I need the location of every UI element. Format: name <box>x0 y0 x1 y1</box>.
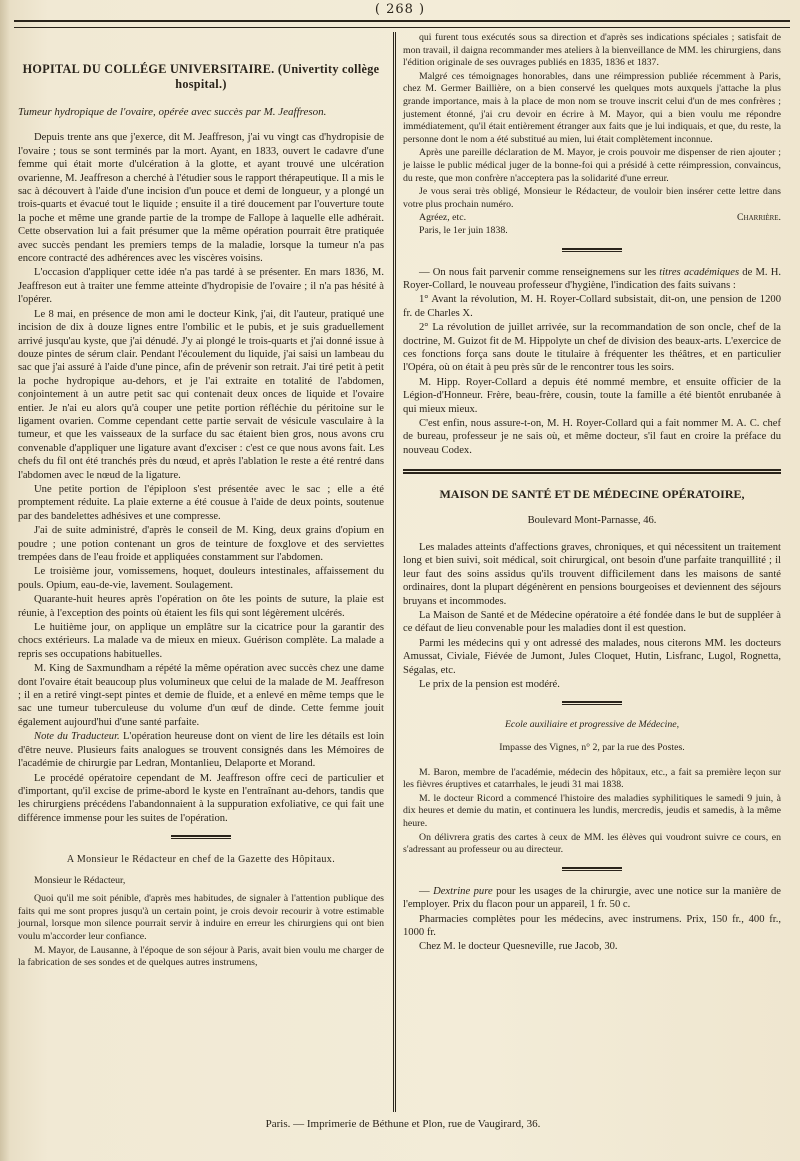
letter-paragraph: M. Mayor, de Lausanne, à l'époque de son séjour à Paris, avait bien voulu me charger de la fabrication de ses sondes et de quelques autres instrumens, <box>18 944 384 969</box>
maison-paragraph: Les malades atteints d'affections graves, chroniques, et qui nécessitent un traitement long et bien suivi, soit médical, soit chirurgical, ont besoin d'une parfaite tranquillité ; il leur faut des soins assidus qu'ils trouvent difficilement dans les maisons de santé ordinaires, dont la plupart dégénèrent en pensions bourgeoises et deviennent des séjours bruyans et incommodes. <box>403 542 781 607</box>
dextrine-italic: Dextrine pure <box>433 885 493 897</box>
letter-paragraph: Quoi qu'il me soit pénible, d'après mes habitudes, de signaler à l'attention publique des faits qui me sont propres jusqu'à un certain point, je crois devoir recourir à votre estimable journal, lorsque mon silence pourrait servir à induire en erreur les chirurgiens qui ont bien voulu m'accorder leur confiance. <box>18 893 384 942</box>
royer-intro-italic: titres académiques <box>659 266 740 278</box>
quesneville-notice: Chez M. le docteur Quesneville, rue Jacob, 30. <box>419 941 618 953</box>
article-paragraph: Le huitième jour, on applique un emplâtre sur la cicatrice pour la garantir des chocs extérieurs. La malade va de mieux en mieux. Guérison complète. La malade a repris ses occupations habituelles. <box>18 622 384 660</box>
letter-salutation: Monsieur le Rédacteur, <box>34 874 126 886</box>
page-number: ( 268 ) <box>374 2 426 17</box>
note-text: L'opération heureuse dont on vient de lire les détails est loin d'être neuve. Plusieurs faits analogues se trouvent consignés dans les Mémoires de l'académie de chirurgie par Ledran, Montanlieu, Delaporte et Morand. <box>18 731 384 770</box>
royer-item: 1° Avant la révolution, M. H. Royer-Collard subsistait, dit-on, une pension de 1200 fr. de Charles X. <box>403 294 781 319</box>
royer-items <box>403 293 781 457</box>
maison-body <box>403 541 781 691</box>
divider-maison <box>403 469 781 474</box>
ecole-paragraph: On délivrera gratis des cartes à ceux de MM. les élèves qui voudront suivre ce cours, en s'adressant au professeur ou au directeur. <box>403 831 781 856</box>
article-paragraph: Le 8 mai, en présence de mon ami le docteur Kink, j'ai, dit l'auteur, pratiqué une incision de dix à douze lignes entre l'ombilic et le pubis, et je suis graduellement arrivé jusqu'au kyste, que j'ai dénudé. J'y ai plongé le trois-quarts et j'ai donné issue à douze pintes de sérum clair. Pendant l'écoulement du liquide, j'ai saisi un lambeau du sac que j'ai assuré à l'aide d'une pince, afin de prévenir son retrait. J'ai tiré petit à petit la poche hydropique au-dehors, et je l'ai extraite en totalité de l'abdomen, conjointement à un autre petit sac qui contenait deux onces de liquide et l'ovaire entier. Je n'ai eu alors qu'à couper une petite portion réfléchie du péritoine sur le ligament ovarien. Comme cependant cette partie servait de vésicule vasculaire à la tumeur, et que les vaisseaux de la surface du sac étaient bien gros, nous avons cru convenable d'appliquer une ligature avant d'exciser : c'est ce que nous avons fait. Les chefs du fil ont été tranchés près du nœud, et après l'ablation le reste a été rentré dans l'abdomen avec le nœud de la ligature. <box>18 308 384 481</box>
royer-intro-a: — On nous fait parvenir comme renseignemens sur les <box>419 266 660 278</box>
closing-paragraph: Le procédé opératoire cependant de M. Jeaffreson offre ceci de particulier et d'important, qu'il excise de prime-abord le kyste en l'entraînant au-dehors, tandis que les chirurgiens précédens l'abandonnaient à la suppuration exfoliative, ce qui fait une différence immense pour les suites de l'opération. <box>18 772 384 824</box>
royer-item: C'est enfin, nous assure-t-on, M. H. Royer-Collard qui a fait nommer M. A. C. chef de bureau, professeur je ne sais où, et même docteur, s'il faut en croire la préface du nouveau Codex. <box>403 417 781 456</box>
letter-paragraph: Je vous serai très obligé, Monsieur le Rédacteur, de vouloir bien insérer cette lettre dans votre plus prochain numéro. <box>403 186 781 210</box>
ecole-paragraph: M. le docteur Ricord a commencé l'histoire des maladies syphilitiques le samedi 9 juin, à dix heures et demie du matin, et continuera les lundis, mercredis, jeudis et samedis, à la même heure. <box>403 792 781 830</box>
letter-header: A Monsieur le Rédacteur en chef de la Gazette des Hôpitaux. <box>66 854 336 866</box>
maison-paragraph: Parmi les médecins qui y ont adressé des malades, nous citerons MM. les docteurs Amussat, Civiale, Fiévée de Jumont, Jules Cloquet, Hutin, Lisfranc, Lugol, Rognetta, Ségalas, etc. <box>403 637 781 676</box>
article-paragraph: M. King de Saxmundham a répété la même opération avec succès chez une dame dont l'ovaire était beaucoup plus volumineux que celui de la malade de M. Jeaffreson ; il en a retiré vingt-sept pintes et demie de fluide, et a enlevé en même temps que le sac une tumeur tuberculeuse du volume d'un œuf de dinde. Cette femme jouit également aujourd'hui d'une santé parfaite. <box>18 663 384 728</box>
letter-signoff-row <box>403 212 781 225</box>
column-separator <box>393 32 396 1112</box>
article-paragraph: Une petite portion de l'épiploon s'est présentée avec le sac ; elle a été promptement réduite. La plaie externe a été cousue à l'aide de deux points, soutenue par des bandelettes adhésives et une compresse. <box>18 483 384 522</box>
article-body <box>18 131 384 729</box>
letter-paragraph: Malgré ces témoignages honorables, dans une réimpression publiée récemment à Paris, chez M. Germer Baillière, on a bien conservé les quelques mots auxquels j'attache la plus grande importance, mais à la place de mon nom se trouve inscrit celui d'un de mes confrères ; justement étonné, j'ai cru devoir en écrire à M. Mayor, qui a bien voulu me répondre immédiatement, qu'il était entièrement étranger aux faits que je lui indiquais, et que, du reste, la personne dont le nom a été substitué au mien, lui était complètement inconnue. <box>403 70 781 145</box>
hospital-title: HOPITAL DU COLLÉGE UNIVERSITAIRE. (Univertity collège hospital.) <box>22 62 380 91</box>
letter-continued <box>403 32 781 211</box>
pharmacie-notice: Pharmacies complètes pour les médecins, avec instrumens. Prix, 150 fr., 400 fr., 1000 fr. <box>403 913 781 939</box>
dextrine-text: pour les usages de la chirurgie, avec une notice sur la manière de l'employer. Prix du flacon pour un appareil, 1 fr. 50 c. <box>403 885 781 911</box>
ecole-body <box>403 767 781 857</box>
letter-signoff: Agréez, etc. <box>419 212 467 224</box>
royer-intro <box>403 266 781 293</box>
divider-ecole <box>562 701 622 705</box>
maison-paragraph: La Maison de Santé et de Médecine opératoire a été fondée dans le but de suppléer à ce défaut de lieu convenable pour les maladies dont il est question. <box>403 610 781 635</box>
dextrine-notice <box>403 885 781 912</box>
article-paragraph: Le troisième jour, vomissemens, hoquet, douleurs intestinales, affaissement du pouls. Opium, eau-de-vie, lavement. Soulagement. <box>18 566 384 591</box>
letter-paragraph: qui furent tous exécutés sous sa direction et d'après ses indications spéciales ; satisfait de mon travail, il daigna recommander mes ateliers à la bienveillance de MM. les chirurgiens, dans l'édition originale de ses ouvrages publiés en 1835, 1836 et 1837. <box>403 32 781 69</box>
right-column <box>403 32 781 955</box>
royer-intro-b: de M. H. Royer-Collard, le nouveau professeur d'hygiène, l'indication des faits suivans : <box>403 266 781 291</box>
letter-signature: Charrière. <box>737 212 781 224</box>
left-column <box>18 32 384 971</box>
divider-royer <box>562 248 622 252</box>
royer-item: 2° La révolution de juillet arrivée, sur la recommandation de son oncle, chef de la doctrine, M. Guizot fit de M. Hippolyte un chef de division des beaux-arts. L'exercice de ces fonctions força sans doute le titulaire à fréquenter les théâtres, et en particulier l'Opéra, où on était à peu près sûr de le rencontrer tous les soirs. <box>403 322 781 374</box>
section-divider <box>171 835 231 839</box>
royer-item: M. Hipp. Royer-Collard a depuis été nommé membre, et ensuite officier de la Légion-d'Honneur. Frère, beau-frère, cousin, toute la famille a été bientôt enrubanée à qui mieux mieux. <box>403 376 781 415</box>
letter-date: Paris, le 1er juin 1838. <box>419 224 508 236</box>
ecole-address: Impasse des Vignes, n° 2, par la rue des Postes. <box>499 742 685 754</box>
article-paragraph: J'ai de suite administré, d'après le conseil de M. King, deux grains d'opium en poudre ; une potion contenant un gros de teinture de foxglove et des serviettes trempées dans de l'eau froide et appliquées constamment sur l'abdomen. <box>18 525 384 563</box>
printer-footer: Paris. — Imprimerie de Béthune et Plon, rue de Vaugirard, 36. <box>265 1118 541 1130</box>
article-paragraph: L'occasion d'appliquer cette idée n'a pas tardé à se présenter. En mars 1836, M. Jeaffreson eut à traiter une femme atteinte d'hydropisie de l'ovaire ; il n'a pas hésité à l'opérer. <box>18 267 384 306</box>
ecole-paragraph: M. Baron, membre de l'académie, médecin des hôpitaux, etc., a fait sa première leçon sur les fièvres éruptives et catarrhales, le jeudi 31 mai 1838. <box>403 766 781 791</box>
letter-paragraph: Après une pareille déclaration de M. Mayor, je crois pouvoir me dispenser de rien ajouter ; je laisse le public médical juger de la bonne-foi qui a présidé à cette réimpression, convaincus, du reste, que mon confrère n'acceptera pas la solidarité d'une erreur. <box>403 147 781 184</box>
note-label: Note du Traducteur. <box>34 731 120 743</box>
ecole-title: Ecole auxiliaire et progressive de Médecine, <box>504 719 680 731</box>
maison-address: Boulevard Mont-Parnasse, 46. <box>527 514 657 526</box>
page-fold-shadow <box>0 0 10 1161</box>
maison-paragraph: Le prix de la pension est modéré. <box>419 679 560 691</box>
translator-note <box>18 730 384 770</box>
article-paragraph: Depuis trente ans que j'exerce, dit M. Jeaffreson, j'ai vu vingt cas d'hydropisie de l'ovaire ; tous se sont terminés par la mort. Ayant, en 1833, ouvert le cadavre d'une femme qui était morte d'ulcération à la glotte, et ayant trouvé une ulcération ovarienne, M. Jeaffreson a cherché à l'étudier sous le rapport thérapeutique. Il a mis le sac à découvert à l'aide d'une incision d'un pouce et demi de longueur, y a plongé un trois-quarts et évacué tout le liquide ; ensuite il a tiré doucement par l'ouverture toute la poche et même une grande partie de la trompe de Fallope à laquelle elle adhérait. Cette observation lui a fait présumer que la même opération pourrait être pratiquée avec succès pendant les premiers temps de la maladie, lorsque la tumeur n'a pas encore contracté des adhérences avec les viscères voisins. <box>18 132 384 265</box>
article-paragraph: Quarante-huit heures après l'opération on ôte les points de suture, la plaie est réunie, à l'exception des points où étaient les fils qui sont légèrement ulcérés. <box>18 594 384 619</box>
article-subtitle: Tumeur hydropique de l'ovaire, opérée avec succès par M. Jeaffreson. <box>18 106 327 118</box>
maison-title: MAISON DE SANTÉ ET DE MÉDECINE OPÉRATOIRE, <box>439 487 745 502</box>
divider-dextrine <box>562 867 622 871</box>
top-rule <box>14 20 790 28</box>
letter-body <box>18 893 384 970</box>
dextrine-lead: — <box>419 885 434 897</box>
